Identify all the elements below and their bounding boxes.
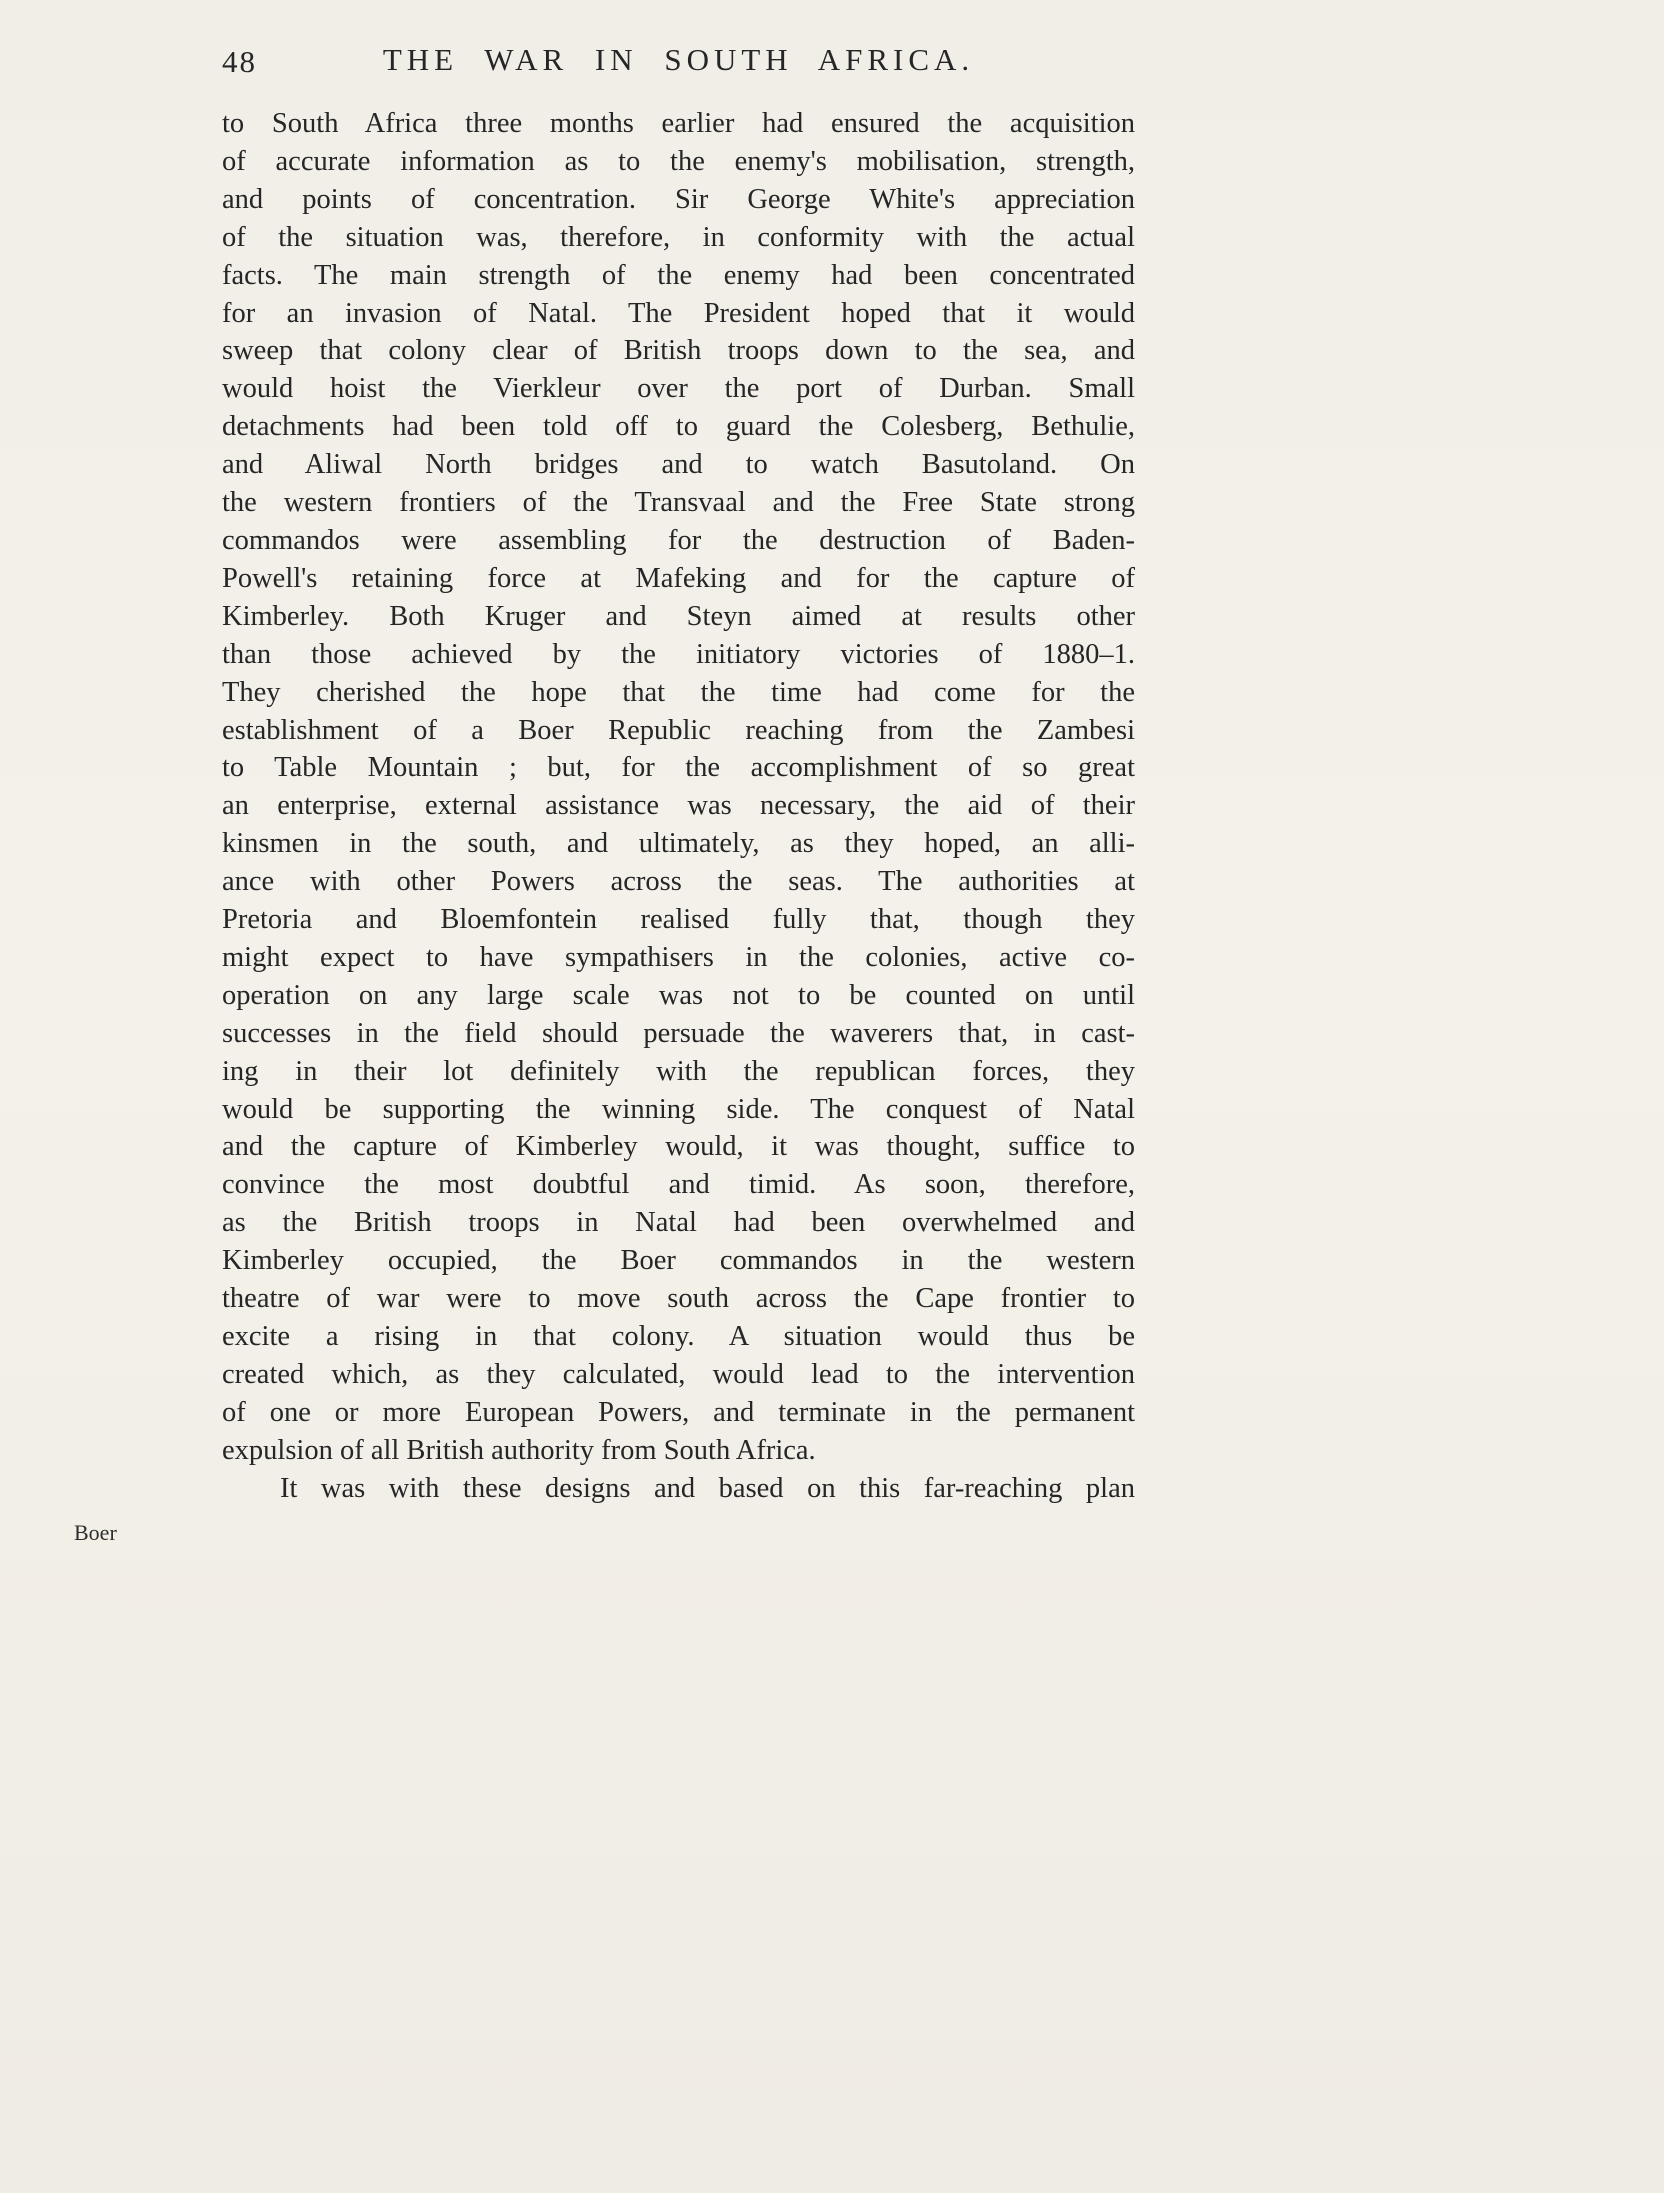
- text-line: to South Africa three months earlier had ensured the acquisition: [222, 108, 1135, 139]
- text-line: sweep that colony clear of British troops down to the sea, and: [222, 335, 1135, 367]
- text-line: as the British troops in Natal had been overwhelmed and: [222, 1207, 1135, 1239]
- text-line: and Aliwal North bridges and to watch Basutoland. On: [222, 449, 1135, 481]
- text-line: detachments had been told off to guard the Colesberg, Bethulie,: [222, 411, 1135, 443]
- text-line: than those achieved by the initiatory victories of 1880–1.: [222, 638, 1135, 670]
- page-number: 48: [222, 44, 257, 79]
- text-line: an enterprise, external assistance was necessary, the aid of their: [222, 790, 1135, 822]
- text-line: kinsmen in the south, and ultimately, as they hoped, an alli-: [222, 828, 1135, 860]
- text-line: the western frontiers of the Transvaal and the Free State strong: [222, 487, 1135, 519]
- page-content: [222, 42, 1135, 1508]
- text-line: commandos were assembling for the destruction of Baden-: [222, 524, 1135, 556]
- text-line: of one or more European Powers, and terminate in the permanent: [222, 1396, 1135, 1428]
- text-line: for an invasion of Natal. The President hoped that it would: [222, 297, 1135, 329]
- text-line: Kimberley occupied, the Boer commandos in the western: [222, 1245, 1135, 1277]
- text-line: convince the most doubtful and timid. As soon, therefore,: [222, 1169, 1135, 1201]
- paragraph-new: [222, 1470, 1135, 1508]
- text-block: [222, 105, 1135, 1508]
- text-line: ance with other Powers across the seas. The authorities at: [222, 866, 1135, 898]
- text-line: ing in their lot definitely with the republican forces, they: [222, 1055, 1135, 1087]
- text-line: created which, as they calculated, would lead to the intervention: [222, 1358, 1135, 1390]
- text-line: would be supporting the winning side. The conquest of Natal: [222, 1093, 1135, 1125]
- text-line: excite a rising in that colony. A situation would thus be: [222, 1321, 1135, 1352]
- text-line: and points of concentration. Sir George White's appreciation: [222, 183, 1135, 215]
- paragraph-main: [222, 105, 1135, 1470]
- text-line: and the capture of Kimberley would, it was thought, suffice to: [222, 1131, 1135, 1163]
- text-line: expulsion of all British authority from South Africa.: [222, 1434, 816, 1466]
- text-line: They cherished the hope that the time had come for the: [222, 676, 1135, 708]
- text-line: Kimberley. Both Kruger and Steyn aimed at results other: [222, 600, 1135, 632]
- page-title: THE WAR IN SOUTH AFRICA.: [382, 42, 975, 77]
- margin-note: Boer: [74, 1520, 117, 1545]
- text-line: facts. The main strength of the enemy had been concentrated: [222, 259, 1135, 291]
- text-line: of the situation was, therefore, in conformity with the actual: [222, 221, 1135, 253]
- text-line: successes in the field should persuade the waverers that, in cast-: [222, 1017, 1135, 1049]
- text-line: to Table Mountain ; but, for the accomplishment of so great: [222, 752, 1135, 784]
- text-line: operation on any large scale was not to be counted on until: [222, 979, 1135, 1011]
- text-line: Pretoria and Bloemfontein realised fully that, though they: [222, 904, 1135, 936]
- text-line: theatre of war were to move south across the Cape frontier to: [222, 1283, 1135, 1315]
- text-line: of accurate information as to the enemy's mobilisation, strength,: [222, 145, 1135, 177]
- text-line: Powell's retaining force at Mafeking and for the capture of: [222, 562, 1135, 594]
- page-header: [222, 42, 1135, 104]
- text-line: It was with these designs and based on this far-reaching plan: [280, 1472, 1135, 1504]
- text-line: would hoist the Vierkleur over the port of Durban. Small: [222, 373, 1135, 405]
- text-line: might expect to have sympathisers in the colonies, active co-: [222, 941, 1135, 973]
- text-line: establishment of a Boer Republic reaching from the Zambesi: [222, 714, 1135, 746]
